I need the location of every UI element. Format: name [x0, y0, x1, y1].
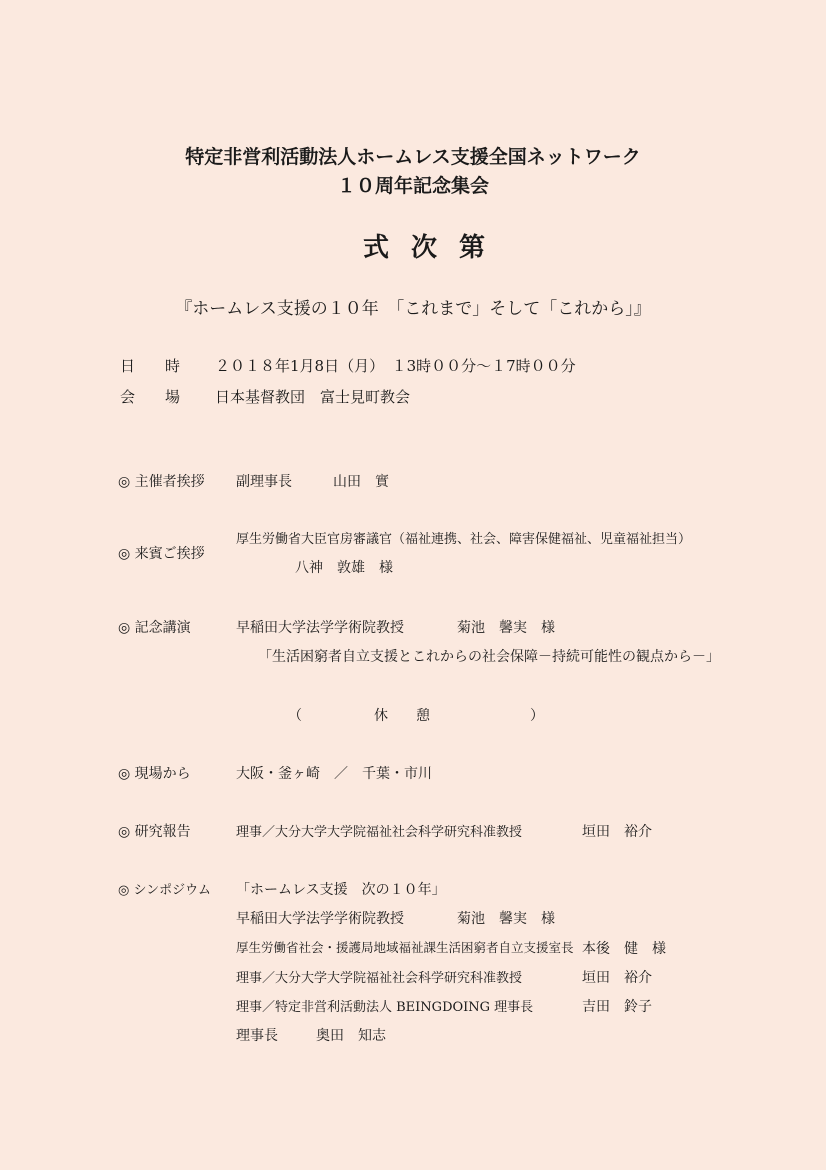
panelist-name: 垣田 裕介	[582, 970, 652, 986]
opening-name: 山田 實	[333, 474, 389, 490]
opening-role: 副理事長	[236, 474, 292, 490]
panelist-affiliation: 厚生労働省社会・援護局地域福祉課生活困窮者自立支援室長	[236, 940, 574, 955]
venue-label: 会 場	[120, 388, 181, 406]
opening-title: ◎ 主催者挨拶	[118, 474, 205, 490]
panelist-affiliation: 理事／特定非営利活動法人 BEINGDOING 理事長	[236, 1000, 534, 1015]
date-label: 日 時	[120, 357, 181, 375]
event-theme: 『ホームレス支援の１０年 「これまで」そして「これから」』	[175, 299, 651, 319]
guest-title: ◎ 来賓ご挨拶	[118, 546, 205, 562]
lecture-subject: 「生活困窮者自立支援とこれからの社会保障－持続可能性の観点から－」	[258, 649, 720, 665]
program-heading: 式次第	[362, 233, 507, 263]
report-name: 垣田 裕介	[582, 824, 652, 840]
date-value: ２０１８年1月8日（月） １3時００分～１7時００分	[215, 357, 576, 375]
panelist-name: 本後 健 様	[582, 941, 666, 957]
event-name: １０周年記念集会	[336, 175, 489, 197]
panelist-affiliation: 理事／大分大学大学院福祉社会科学研究科准教授	[236, 971, 523, 986]
break-open-paren: （	[288, 708, 302, 724]
guest-name: 八神 敦雄 様	[295, 560, 393, 576]
lecture-name: 菊池 馨実 様	[457, 620, 555, 636]
organization-name: 特定非営利活動法人ホームレス支援全国ネットワーク	[185, 146, 641, 168]
panelist-affiliation: 理事長	[236, 1028, 278, 1044]
lecture-affiliation: 早稲田大学法学学術院教授	[236, 620, 404, 636]
lecture-title: ◎ 記念講演	[118, 620, 191, 636]
panelist-name: 菊池 馨実 様	[457, 911, 555, 927]
symposium-title: ◎ シンポジウム	[118, 883, 212, 898]
break-label: 休 憩	[374, 708, 430, 724]
guest-affiliation: 厚生労働省大臣官房審議官（福祉連携、社会、障害保健福祉、児童福祉担当）	[236, 532, 692, 547]
panelist-affiliation: 早稲田大学法学学術院教授	[236, 911, 404, 927]
panelist-name: 吉田 鈴子	[582, 999, 652, 1015]
panelist-name: 奥田 知志	[316, 1028, 386, 1044]
field-title: ◎ 現場から	[118, 766, 191, 782]
symposium-subject: 「ホームレス支援 次の１０年」	[236, 882, 446, 898]
venue-value: 日本基督教団 富士見町教会	[215, 388, 411, 406]
field-places: 大阪・釜ヶ崎 ／ 千葉・市川	[236, 766, 432, 782]
report-affiliation: 理事／大分大学大学院福祉社会科学研究科准教授	[236, 825, 523, 840]
report-title: ◎ 研究報告	[118, 824, 191, 840]
break-close-paren: ）	[530, 708, 544, 724]
